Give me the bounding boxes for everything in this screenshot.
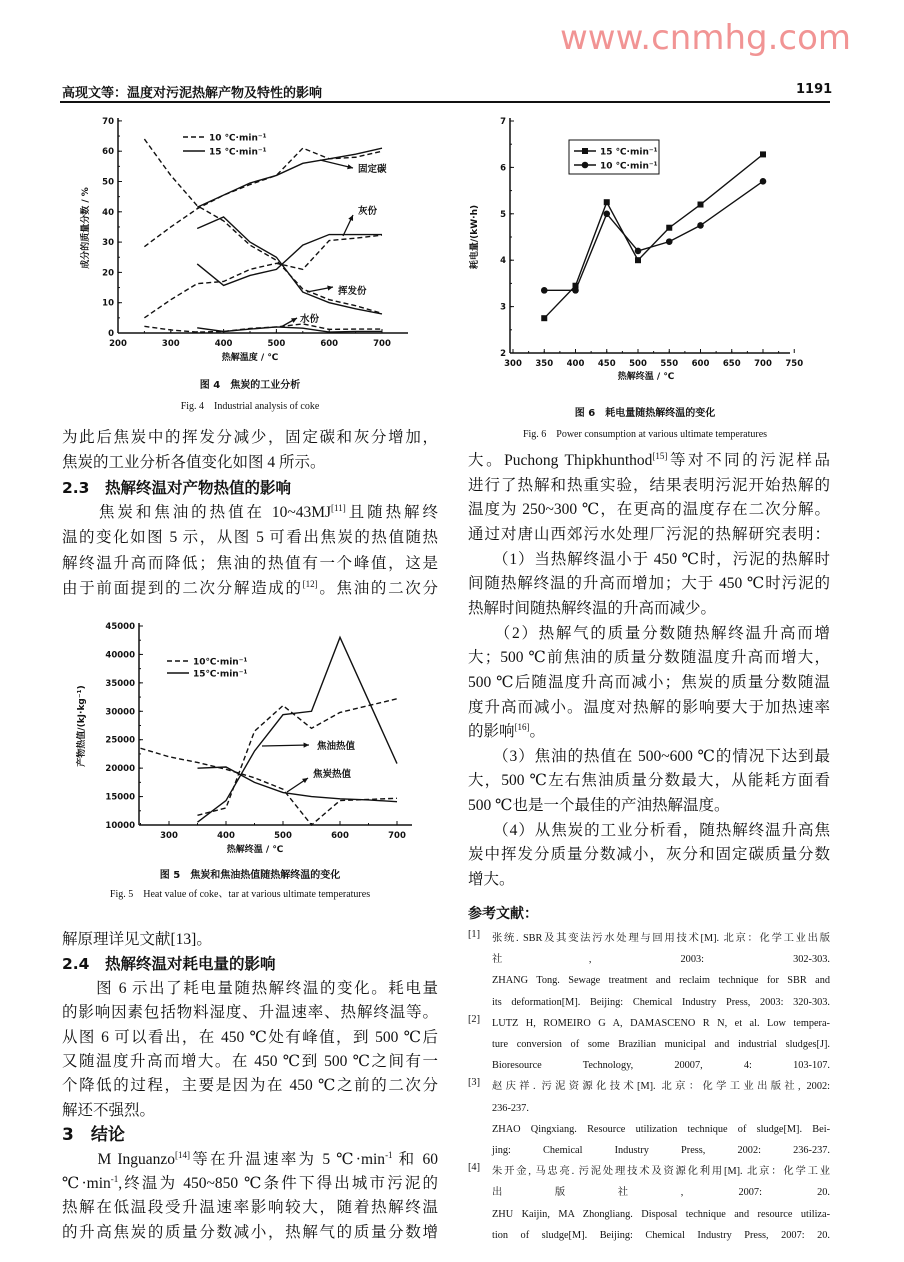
fig5-legend-label: 10℃·min⁻¹ [193,657,248,668]
fig4-x-tick-label: 200 [109,339,127,349]
fig6-y-tick-label: 2 [500,349,506,359]
data-point-circle [697,222,704,229]
text-span: 增大。 [468,871,515,889]
data-point-square [698,202,704,208]
fig5-y-tick-label: 15000 [105,792,135,803]
fig4-annotation: 挥发份 [338,286,367,297]
reference-number: [2] [468,1013,481,1025]
data-point-circle [666,238,673,245]
citation-superscript: [11] [331,503,346,514]
fig4-y-tick-label: 20 [102,268,114,279]
text-span: 由于前面提到的二次分解造成的 [62,579,303,597]
fig4-y-tick-label: 40 [102,207,114,218]
fig6-x-axis-label: 热解终温 / ℃ [617,372,675,382]
text-span: 解终温升高而降低；焦油的热值有一个峰值，这是 [62,554,438,572]
fig5-annotation: 焦炭热值 [313,769,352,780]
fig6-y-axis-label: 耗电量/(kW·h) [470,204,480,270]
text-span: 大，500 ℃左右焦油质量分数最大，从能耗方面看 [468,772,830,790]
fig6-x-tick-label: 700 [754,359,772,369]
fig4-x-tick-label: 400 [214,339,233,349]
fig6-y-tick-label: 3 [500,302,506,313]
page-number: 1191 [796,82,833,97]
text-span: 炭中挥发分质量分数减小，灰分和固定碳质量分数 [468,846,830,864]
text-span: （3）焦油的热值在 500~600 ℃的情况下达到最 [468,747,830,765]
fig5-x-tick-label: 300 [160,831,178,841]
legend-marker-square [582,148,588,154]
fig4-caption-en: Fig. 4 Industrial analysis of coke [180,401,320,412]
series-line [144,235,382,318]
arrowhead-icon [327,285,333,290]
references-title: 参考文献： [468,906,538,922]
text-span: 等在升温速率为 5 ℃·min [190,1150,386,1168]
fig5-y-tick-label: 30000 [105,707,135,718]
series-line [544,154,763,318]
fig6-y-tick-label: 5 [500,209,506,220]
running-title: 高现文等：温度对污泥热解产物及特性的影响 [62,86,323,101]
fig4-annotation: 水份 [300,314,320,325]
annotation-arrow [262,745,309,746]
fig4-annotation: 灰份 [358,206,378,217]
fig4-legend-label: 10 ℃·min⁻¹ [209,133,267,144]
reference-text: ZHAO Qingxiang. Resource utilization technique of sludge[M]. Bei- [492,1123,830,1135]
text-span: ℃·min [62,1175,111,1192]
text-span: 通过对唐山西郊污水处理厂污泥的热解研究表明： [468,525,830,543]
reference-number: [4] [468,1162,481,1174]
reference-number: [1] [468,929,481,940]
reference-text: jing: Chemical Industry Press, 2002: 236-237. [492,1145,830,1156]
fig5-x-tick-label: 600 [331,831,349,841]
text-span: 温度为 250~300 ℃，在更高的温度存在二次分解。 [468,501,830,519]
text-span: 焦炭和焦油的热值在 10~43MJ [62,504,332,522]
reference-text: 张统. SBR及其变法污水处理与回用技术[M]. 北京：化学工业出版 [492,933,830,944]
fig4-y-tick-label: 0 [108,329,114,339]
text-span: 500 ℃后随温度升高而减小；焦炭的质量分数随温 [468,673,830,691]
text-span: 热解在低温段受升温速率影响较大，随着热解终温 [62,1199,438,1217]
data-point-square [760,151,766,157]
text-span: （2）热解气的质量分数随热解终温升高而增 [468,624,830,642]
fig4-x-axis-label: 热解温度 / ℃ [221,353,279,363]
fig4-caption-zh: 图 4 焦炭的工业分析 [199,380,301,391]
fig5-x-axis-label: 热解终温 / ℃ [226,845,284,855]
text-span: （1）当热解终温小于 450 ℃时，污泥的热解时 [468,550,830,568]
text-span: 3 结论 [62,1125,125,1146]
text-span: 焦炭的工业分析各值变化如图 4 所示。 [62,454,326,472]
fig6-legend-label: 10 ℃·min⁻¹ [600,161,658,172]
text-span: 大；500 ℃前焦油的质量分数随温度升高而增大， [468,649,830,667]
text-span: 的影响因素包括物料湿度、升温速率、热解终温等。 [62,1004,438,1022]
data-point-square [604,199,610,205]
fig4-y-tick-label: 50 [102,177,114,188]
text-span: 进行了热解和热重实验，结果表明污泥开始热解的 [468,476,830,494]
series-line [544,181,763,290]
fig5-legend-label: 15℃·min⁻¹ [193,669,248,680]
text-span: 又随温度升高而增大。在 450 ℃到 500 ℃之间有一 [62,1053,438,1070]
arrowhead-icon [304,743,309,748]
text-span: 度升高而减小。温度对热解的影响要大于加热速率 [468,698,830,716]
fig4-legend-label: 15 ℃·min⁻¹ [209,147,267,158]
fig4-annotation: 固定碳 [358,164,387,175]
fig6-caption-zh: 图 6 耗电量随热解终温的变化 [574,408,716,419]
fig6-x-tick-label: 300 [504,359,522,369]
fig4-y-tick-label: 30 [102,238,114,249]
fig6-x-tick-label: 550 [660,359,679,369]
fig6-x-tick-label: 750 [785,359,804,369]
text-span: 解原理详见文献[13]。 [62,931,212,948]
data-point-circle [572,287,579,294]
reference-text: ZHANG Tong. Sewage treatment and reclaim technique for SBR and [492,975,830,987]
fig6-legend-label: 15 ℃·min⁻¹ [600,147,658,158]
fig5-y-axis-label: 产物热值/(kJ·kg⁻¹) [77,685,87,767]
citation-superscript: [12] [302,578,318,589]
fig4-y-axis-label: 成分的质量分数 / % [81,187,91,269]
fig4-x-tick-label: 500 [267,339,286,349]
text-span: 从图 6 可以看出，在 450 ℃处有峰值，到 500 ℃后 [62,1028,438,1046]
series-line [198,767,398,802]
legend-marker-circle [582,162,589,169]
text-span: 等对不同的污泥样品 [667,452,830,469]
data-point-circle [760,178,767,185]
reference-text: ture conversion of some Brazilian municipal and industrial sludges[J]. [492,1039,830,1050]
fig5-x-tick-label: 400 [217,831,235,841]
reference-text: its deformation[M]. Beijing: Chemical Industry Press, 2003: 320-303. [492,996,830,1008]
arrowhead-icon [347,164,353,169]
citation-superscript: -1 [385,1149,393,1160]
reference-text: Bioresource Technology, 20007, 4: 103-107. [492,1060,830,1072]
series-line [197,235,382,286]
text-span: 且随热解终 [345,504,438,522]
reference-text: ZHU Kaijin, MA Zhongliang. Disposal technique and resource utiliza- [492,1208,830,1220]
text-span: 的升高焦炭的质量分数减小，热解气的质量分数增 [62,1223,438,1241]
fig4-y-tick-label: 60 [102,147,114,158]
text-span: 温的变化如图 5 示，从图 5 可看出焦炭的热值随热 [62,529,438,547]
fig5-y-tick-label: 45000 [105,622,135,632]
citation-superscript: [14] [175,1149,190,1160]
data-point-square [666,225,672,231]
fig4-y-tick-label: 10 [102,298,114,309]
fig6-x-tick-label: 600 [691,359,710,369]
fig5-caption-en: Fig. 5 Heat value of coke、tar at various ultimate temperatures [109,889,371,900]
reference-text: LUTZ H, ROMEIRO G A, DAMASCENO R N, et al. Low tempera- [492,1017,830,1029]
fig4-y-tick-label: 70 [102,116,114,127]
citation-superscript: [15] [652,451,668,461]
text-span: 大。Puchong Thipkhunthod [468,452,653,469]
fig6-y-tick-label: 7 [500,117,506,127]
fig5-y-tick-label: 20000 [105,764,135,775]
data-point-circle [603,211,610,218]
fig6-x-tick-label: 400 [566,359,585,369]
fig5-caption-zh: 图 5 焦炭和焦油热值随热解终温的变化 [159,870,341,881]
fig6-x-tick-label: 500 [629,359,647,369]
data-point-circle [635,248,642,255]
fig5-x-tick-label: 500 [274,831,292,841]
data-point-circle [541,287,548,294]
citation-superscript: [16] [514,722,530,733]
fig6-caption-en: Fig. 6 Power consumption at various ultimate temperatures [522,429,768,440]
fig4-x-tick-label: 700 [373,339,391,349]
text-span: 间随热解终温的升高而增加；大于 450 ℃时污泥的 [468,575,830,593]
fig5-y-tick-label: 25000 [105,735,135,746]
fig6-x-tick-label: 650 [722,359,741,369]
reference-text: 236-237. [492,1102,529,1114]
fig4-x-tick-label: 300 [161,339,180,349]
text-span: 为此后焦炭中的挥发分减少，固定碳和灰分增加， [62,429,438,446]
citation-superscript: -1 [110,1174,119,1184]
fig6-y-tick-label: 4 [500,256,506,267]
data-point-square [541,315,547,321]
fig6-x-tick-label: 450 [597,359,616,369]
fig5-y-tick-label: 35000 [105,678,135,689]
text-span: 热解时间随热解终温的升高而减少。 [468,599,717,617]
fig6-y-tick-label: 6 [500,163,506,174]
series-line [144,148,382,246]
reference-text: 社, 2003: 302-303. [492,954,830,966]
arrowhead-icon [302,778,308,783]
fig4-x-tick-label: 600 [320,339,339,349]
fig5-x-tick-label: 700 [388,831,406,841]
text-span: 和 60 [392,1150,438,1168]
reference-text: tion of sludge[M]. Beijing: Chemical Industry Press, 2007: 20. [492,1229,830,1241]
series-line [141,748,398,825]
reference-text: 出版社, 2007: 20. [492,1187,830,1199]
text-span: 。 [529,723,546,741]
text-span: 500 ℃也是一个最佳的产油热解温度。 [468,797,730,815]
reference-text: 赵庆祥. 污泥资源化技术[M]. 北京：化学工业出版社, 2002: [492,1081,830,1093]
text-span: 解还不强烈。 [62,1101,156,1119]
fig5-y-tick-label: 40000 [105,650,135,661]
reference-number: [3] [468,1077,481,1089]
reference-text: 朱开金, 马忠亮. 污泥处理技术及资源化利用[M]. 北京：化学工业 [492,1166,830,1178]
text-span: ,终温为 450~850 ℃条件下得出城市污泥的 [118,1175,438,1192]
text-span: （4）从焦炭的工业分析看，随热解终温升高焦 [468,821,830,839]
text-span: 2.4 热解终温对耗电量的影响 [62,955,276,974]
text-span: M Inguanzo [62,1150,175,1168]
text-span: 2.3 热解终温对产物热值的影响 [62,479,291,498]
fig6-x-tick-label: 350 [535,359,554,369]
text-span: 图 6 示出了耗电量随热解终温的变化。耗电量 [62,979,438,997]
data-point-square [635,257,641,263]
text-span: 的影响 [468,723,515,741]
text-span: 。焦油的二次分 [317,579,438,597]
watermark: www.cnmhg.com [560,18,852,58]
series-line [197,217,382,314]
fig5-y-tick-label: 10000 [105,821,135,831]
fig5-annotation: 焦油热值 [317,741,356,752]
text-span: 个降低的过程，主要是因为在 450 ℃之前的二次分 [62,1077,438,1095]
